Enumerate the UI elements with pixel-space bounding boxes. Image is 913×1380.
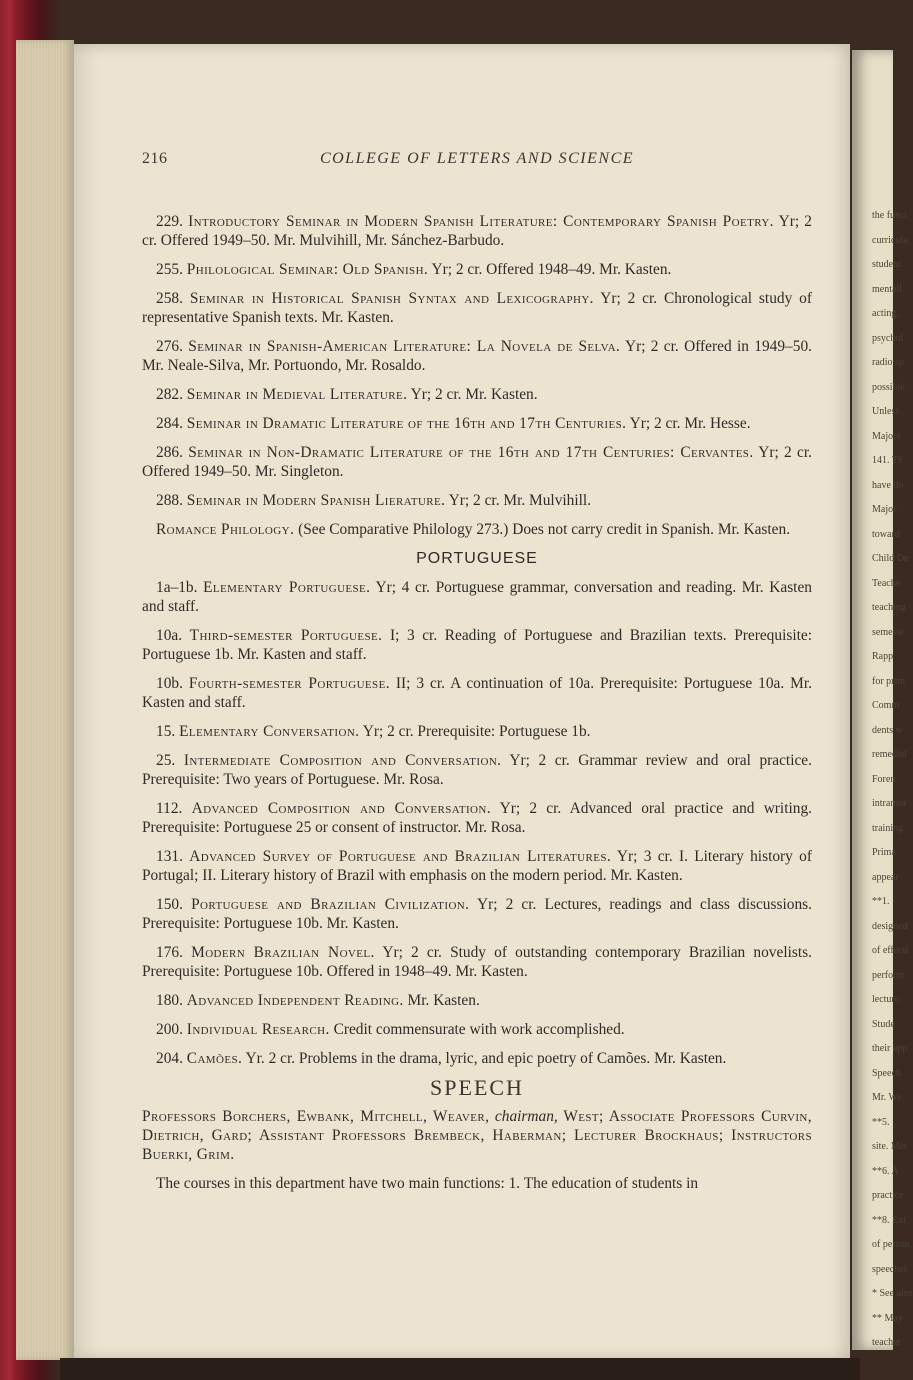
course-description: Yr; 2 cr. Grammar review and oral practice. Prerequisite: Two years of Portuguese. Mr. Rosa.: [142, 752, 812, 788]
facing-page-fragment: remedial: [872, 749, 907, 760]
course-title: Advanced Independent Reading.: [186, 992, 404, 1009]
course-number: 282.: [156, 386, 183, 403]
course-title: Individual Research.: [186, 1021, 330, 1038]
course-description: Mr. Kasten.: [407, 992, 480, 1009]
facing-page-fragment: practice: [872, 1190, 904, 1201]
course-title: Elementary Portuguese.: [203, 579, 371, 596]
course-description: Yr; 2 cr. Study of outstanding contemporary Brazilian novelists. Prerequisite: Portuguese 10b. Offered in 1948–49. Mr. Kasten.: [142, 944, 812, 980]
faculty-chair: chairman,: [494, 1108, 558, 1125]
course-entry: [142, 674, 812, 712]
course-title: Camões.: [186, 1050, 243, 1067]
course-entry: [142, 722, 812, 741]
facing-page-fragment: * See also: [872, 1288, 913, 1299]
facing-page-edge: [852, 50, 913, 1350]
portuguese-heading: PORTUGUESE: [416, 550, 538, 567]
facing-page-fragment: Speech: [872, 1067, 901, 1079]
course-description: Yr; 2 cr. Offered 1949–50. Mr. Mulvihill, Mr. Sánchez-Barbudo.: [142, 213, 812, 249]
course-description: II; 3 cr. A continuation of 10a. Prerequisite: Portuguese 10a. Mr. Kasten and staff.: [142, 675, 812, 711]
course-title: Intermediate Composition and Conversation.: [183, 752, 502, 769]
facing-page-fragment: of effecti: [872, 945, 909, 956]
facing-page-fragment: **8. Ext: [872, 1214, 906, 1226]
course-title: Elementary Conversation.: [179, 723, 360, 740]
page-edges: [16, 40, 74, 1360]
facing-page-fragment: speeches: [872, 1263, 908, 1275]
course-title: Seminar in Historical Spanish Syntax and Lexicography.: [189, 290, 594, 307]
course-entry: [142, 578, 812, 616]
course-entry: [142, 1049, 812, 1068]
course-description: Yr; 2 cr. Offered in 1949–50. Mr. Neale-Silva, Mr. Portuondo, Mr. Rosaldo.: [142, 338, 812, 374]
course-description: Yr; 2 cr. Prerequisite: Portuguese 1b.: [362, 723, 591, 740]
course-number: 25.: [156, 752, 176, 769]
course-description: Yr; 2 cr. Mr. Mulvihill.: [448, 492, 592, 509]
facing-page-fragment: Foren: [872, 773, 896, 785]
course-number: 1a–1b.: [156, 579, 198, 596]
course-entry: [142, 626, 812, 664]
course-number: 286.: [156, 444, 183, 461]
course-entry: [142, 751, 812, 789]
course-number: 15.: [156, 723, 176, 740]
facing-page-fragment: Rapp: [872, 651, 894, 662]
facing-page-fragment: their app: [872, 1043, 908, 1054]
facing-page-fragment: **6. A: [872, 1165, 899, 1177]
facing-page-fragment: site. Mis: [872, 1141, 907, 1152]
facing-page-fragment: Majors: [872, 430, 901, 442]
course-number: 204.: [156, 1050, 183, 1067]
course-entry: [142, 385, 812, 404]
course-description: Yr; 2 cr. Advanced oral practice and writing. Prerequisite: Portuguese 25 or consent of instructor. Mr. Rosa.: [142, 800, 812, 836]
speech-faculty: [142, 1107, 812, 1164]
facing-page-fragment: Mr. We: [872, 1092, 902, 1103]
course-entry: [142, 895, 812, 933]
course-description: Credit commensurate with work accomplished.: [333, 1021, 625, 1038]
facing-page-fragment: have do: [872, 479, 904, 491]
course-number: 180.: [156, 992, 183, 1009]
facing-page-fragment: teacher: [872, 1337, 901, 1348]
bottom-edge: [60, 1358, 860, 1380]
course-title: Philological Seminar: Old Spanish.: [186, 261, 429, 278]
course-title: Fourth-semester Portuguese.: [188, 675, 390, 692]
course-description: Yr; 2 cr. Offered 1948–49. Mr. Kasten.: [431, 261, 672, 278]
course-number: 112.: [156, 800, 183, 817]
facing-page-fragment: 141. Th: [872, 455, 903, 466]
course-number: 150.: [156, 896, 183, 913]
facing-page-fragment: teaching: [872, 602, 906, 613]
speech-intro: The courses in this department have two main functions: 1. The education of students in: [156, 1175, 699, 1192]
course-entry: [142, 443, 812, 481]
facing-page-fragment: acting,: [872, 308, 899, 319]
facing-page-fragment: possible: [872, 381, 905, 393]
facing-page-fragment: Comm: [872, 700, 900, 711]
course-number: 176.: [156, 944, 183, 961]
facing-page-fragment: the funct: [872, 210, 908, 221]
facing-page-fragment: ** May: [872, 1312, 903, 1324]
facing-page-fragment: radio sp: [872, 357, 904, 368]
course-title: Seminar in Modern Spanish Lierature.: [186, 492, 446, 509]
course-title: Seminar in Spanish-American Literature: La Novela de Selva.: [188, 338, 621, 355]
course-title: Third-semester Portuguese.: [189, 627, 383, 644]
course-description: I; 3 cr. Reading of Portuguese and Brazilian texts. Prerequisite: Portuguese 1b. Mr. Kasten and staff.: [142, 627, 812, 663]
course-description: Yr; 2 cr. Mr. Kasten.: [410, 386, 538, 403]
facing-page-fragment: Prima: [872, 847, 896, 858]
course-description: Yr; 2 cr. Offered 1949–50. Mr. Singleton.: [142, 444, 812, 480]
facing-page-fragment: Child De: [872, 553, 909, 564]
facing-page-fragment: dents w: [872, 724, 903, 736]
course-entry: [142, 991, 812, 1010]
course-entry: [142, 520, 812, 539]
portuguese-course-list: [142, 578, 812, 1068]
page-number: 216: [142, 150, 168, 167]
course-description: Yr; 3 cr. I. Literary history of Portugal; II. Literary history of Brazil with emphasis on the modern period. Mr. Kasten.: [142, 848, 812, 884]
course-title: Romance Philology.: [156, 521, 295, 538]
course-number: 288.: [156, 492, 183, 509]
course-title: Advanced Composition and Conversation.: [191, 800, 491, 817]
course-description: Yr; 2 cr. Mr. Hesse.: [629, 415, 751, 432]
facing-page-fragment: perform: [872, 969, 905, 981]
course-entry: [142, 943, 812, 981]
course-title: Seminar in Medieval Literature.: [186, 386, 408, 403]
course-entry: [142, 799, 812, 837]
course-entry: [142, 491, 812, 510]
facing-page-fragment: Unless: [872, 406, 900, 417]
course-entry: [142, 414, 812, 433]
course-number: 10a.: [156, 627, 183, 644]
course-number: 200.: [156, 1021, 183, 1038]
course-number: 255.: [156, 261, 183, 278]
course-title: Seminar in Dramatic Literature of the 16th and 17th Centuries.: [186, 415, 627, 432]
page-content: [142, 212, 812, 1193]
facing-page-fragment: mentall: [872, 283, 902, 295]
facing-page-fragment: psychol: [872, 332, 904, 344]
facing-page-fragment: toward: [872, 528, 900, 540]
course-entry: [142, 1020, 812, 1039]
facing-page-fragment: Teache: [872, 577, 901, 589]
facing-page-fragment: Stude: [872, 1018, 895, 1030]
speech-heading: SPEECH: [430, 1075, 524, 1100]
course-number: 258.: [156, 290, 183, 307]
course-number: 10b.: [156, 675, 183, 692]
facing-page-fragment: intramur: [872, 798, 907, 809]
facing-page-fragment: training: [872, 822, 904, 834]
facing-page-fragment: curricula: [872, 234, 908, 246]
facing-page-fragment: **5.: [872, 1116, 890, 1128]
facing-page-fragment: **1.: [872, 896, 890, 907]
course-description: (See Comparative Philology 273.) Does not carry credit in Spanish. Mr. Kasten.: [298, 521, 791, 538]
course-title: Introductory Seminar in Modern Spanish Literature: Contemporary Spanish Poetry.: [188, 213, 774, 230]
course-description: Yr; 4 cr. Portuguese grammar, conversation and reading. Mr. Kasten and staff.: [142, 579, 812, 615]
running-title: COLLEGE OF LETTERS AND SCIENCE: [319, 150, 635, 167]
course-title: Modern Brazilian Novel.: [191, 944, 375, 961]
course-description: Yr; 2 cr. Lectures, readings and class discussions. Prerequisite: Portuguese 10b. Mr. Kasten.: [142, 896, 812, 932]
facing-page-fragment: designed: [872, 920, 908, 932]
faculty-list-b: West; Associate Professors Curvin, Dietrich, Gard; Assistant Professors Brembeck, Haberman; Lecturer Brockhaus; Instructors Buerki, Grim.: [142, 1108, 812, 1163]
facing-page-fragment: semeste: [872, 626, 904, 638]
course-number: 131.: [156, 848, 183, 865]
spanish-course-list: [142, 212, 812, 539]
course-title: Portuguese and Brazilian Civilization.: [191, 896, 470, 913]
course-title: Seminar in Non-Dramatic Literature of the 16th and 17th Centuries: Cervantes.: [188, 444, 754, 461]
course-entry: [142, 212, 812, 250]
course-title: Advanced Survey of Portuguese and Brazilian Literatures.: [189, 848, 612, 865]
facing-page-fragment: appear: [872, 871, 899, 883]
facing-page-fragment: for prim: [872, 675, 906, 687]
running-head: [142, 150, 812, 174]
course-entry: [142, 337, 812, 375]
facing-page-fragment: of person: [872, 1239, 910, 1250]
course-number: 276.: [156, 338, 183, 355]
course-number: 229.: [156, 213, 183, 230]
course-description: Yr; 2 cr. Chronological study of representative Spanish texts. Mr. Kasten.: [142, 290, 812, 326]
facing-page-fragment: Major: [872, 504, 897, 515]
course-description: Yr. 2 cr. Problems in the drama, lyric, and epic poetry of Camões. Mr. Kasten.: [245, 1050, 727, 1067]
course-number: 284.: [156, 415, 183, 432]
facing-page-text: [852, 50, 913, 1350]
faculty-list-a: Professors Borchers, Ewbank, Mitchell, Weaver,: [142, 1108, 490, 1125]
course-entry: [142, 289, 812, 327]
facing-page-fragment: lecture: [872, 994, 900, 1005]
facing-page-fragment: student: [872, 259, 901, 270]
course-entry: [142, 847, 812, 885]
course-entry: [142, 260, 812, 279]
